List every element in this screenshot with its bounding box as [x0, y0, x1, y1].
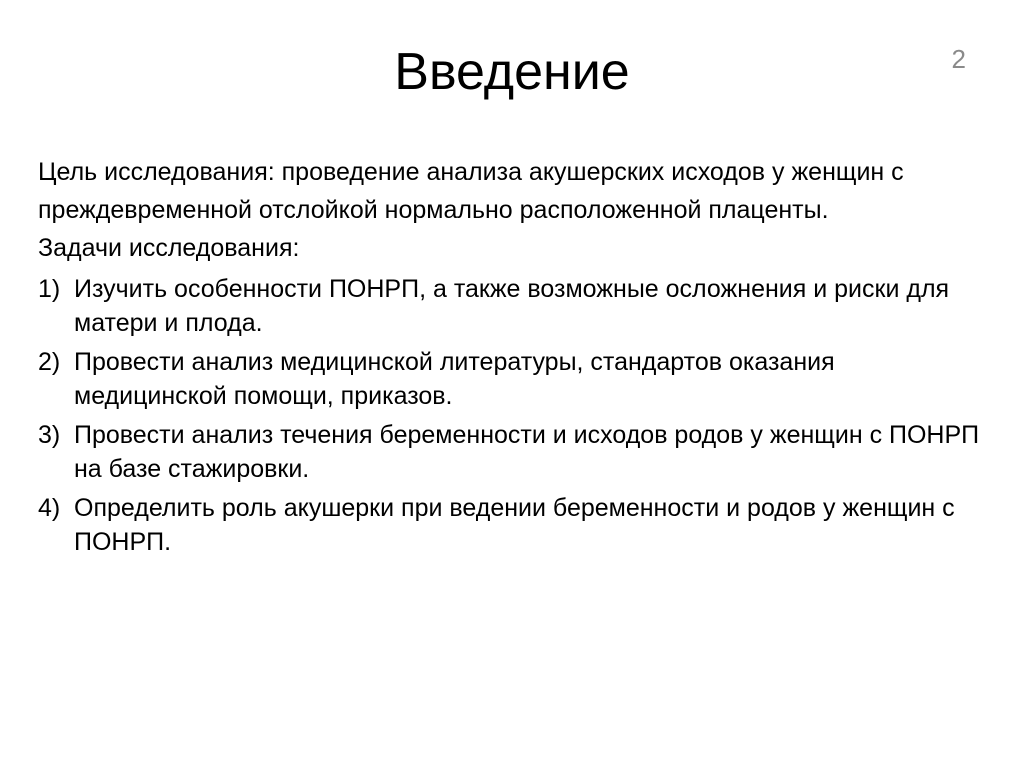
- slide-content: [38, 153, 988, 559]
- task-number: 2): [38, 348, 61, 376]
- slide-title: Введение: [394, 43, 630, 101]
- task-number: 3): [38, 421, 61, 449]
- page-number: 2: [951, 44, 966, 74]
- task-text: Провести анализ медицинской литературы, стандартов оказания медицинской помощи, приказов.: [74, 348, 835, 410]
- task-item: [38, 345, 988, 413]
- task-text: Изучить особенности ПОНРП, а также возможные осложнения и риски для матери и плода.: [74, 275, 950, 337]
- tasks-heading: Задачи исследования:: [38, 234, 300, 262]
- tasks-list: [38, 272, 988, 559]
- research-goal: Цель исследования: проведение анализа акушерских исходов у женщин с преждевременной отслойкой нормально расположенной плаценты.: [38, 158, 904, 224]
- task-number: 1): [38, 275, 61, 303]
- task-number: 4): [38, 494, 61, 522]
- task-item: [38, 491, 988, 559]
- task-item: [38, 272, 988, 340]
- task-text: Определить роль акушерки при ведении беременности и родов у женщин с ПОНРП.: [74, 494, 955, 556]
- task-text: Провести анализ течения беременности и исходов родов у женщин с ПОНРП на базе стажировки.: [74, 421, 980, 483]
- task-item: [38, 418, 988, 486]
